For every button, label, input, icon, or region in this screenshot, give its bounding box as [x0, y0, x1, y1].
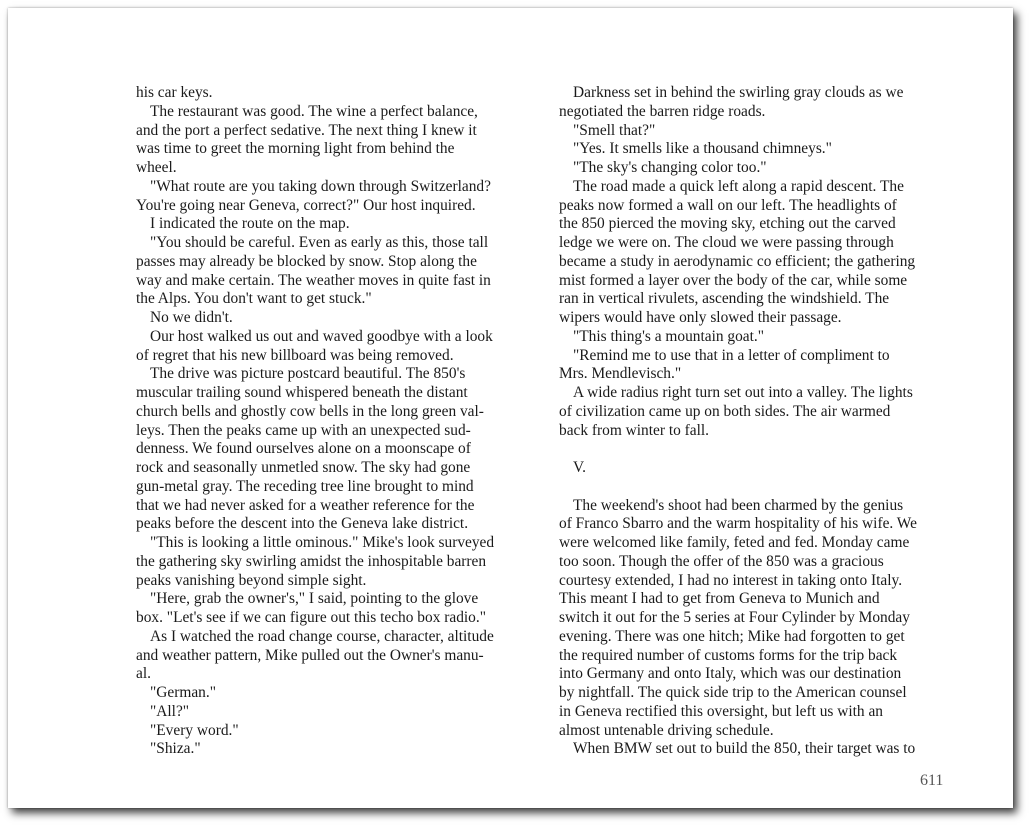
text-line: and the port a perfect sedative. The next thing I knew it: [136, 121, 477, 139]
text-line: wheel.: [136, 159, 177, 176]
text-line: "Remind me to use that in a letter of compliment to: [573, 346, 890, 364]
text-line: back from winter to fall.: [559, 421, 710, 439]
text-line: his car keys.: [136, 84, 213, 101]
text-line: negotiated the barren ridge roads.: [559, 102, 766, 120]
text-line: al.: [136, 665, 151, 683]
text-line: almost untenable driving schedule.: [559, 721, 774, 739]
text-line: was time to greet the morning light from behind the: [136, 140, 455, 158]
text-line: "All?": [150, 702, 190, 720]
text-line: "What route are you taking down through Switzerland?: [150, 177, 491, 195]
text-line: You're going near Geneva, correct?" Our host inquired.: [136, 196, 476, 214]
text-line: rock and seasonally unmetled snow. The sky had gone: [136, 459, 471, 476]
text-line: evening. There was one hitch; Mike had forgotten to get: [559, 627, 905, 645]
text-line: "You should be careful. Even as early as this, those tall: [150, 234, 489, 251]
text-line: "The sky's changing color too.": [573, 159, 767, 176]
text-line: the required number of customs forms for the trip back: [559, 646, 898, 664]
text-line: The restaurant was good. The wine a perfect balance,: [150, 102, 478, 120]
text-line: ran in vertical rivulets, ascending the windshield. The: [559, 290, 890, 308]
text-line: I indicated the route on the map.: [150, 215, 350, 233]
text-line: gun-metal gray. The receding tree line brought to mind: [136, 477, 474, 495]
text-line: passes may already be blocked by snow. Stop along the: [136, 252, 477, 270]
text-line: "German.": [150, 684, 216, 701]
text-line: As I watched the road change course, character, altitude: [150, 627, 494, 645]
text-line: of civilization came up on both sides. The air warmed: [559, 402, 891, 420]
text-line: "Here, grab the owner's," I said, pointing to the glove: [150, 590, 479, 608]
text-line: the Alps. You don't want to get stuck.": [136, 290, 372, 308]
text-line: When BMW set out to build the 850, their target was to: [573, 740, 916, 758]
text-line: denness. We found ourselves alone on a moonscape of: [136, 440, 471, 458]
left-text-column: [136, 84, 538, 759]
text-line: The weekend's shoot had been charmed by the genius: [573, 496, 904, 514]
text-line: the gathering sky swirling amidst the inhospitable barren: [136, 552, 487, 570]
text-line: peaks vanishing beyond simple sight.: [136, 571, 367, 589]
text-line: Our host walked us out and waved goodbye with a look: [150, 327, 493, 345]
text-line: The drive was picture postcard beautiful. The 850's: [150, 365, 466, 383]
text-line: "This is looking a little ominous." Mike's look surveyed: [150, 534, 495, 551]
text-line: The road made a quick left along a rapid descent. The: [573, 177, 904, 195]
text-line: box. "Let's see if we can figure out this techo box radio.": [136, 609, 486, 626]
text-line: No we didn't.: [150, 309, 233, 326]
text-line: of regret that his new billboard was being removed.: [136, 346, 454, 364]
text-line: were welcomed like family, feted and fed. Monday came: [559, 534, 910, 551]
text-line: "Every word.": [150, 721, 239, 739]
text-line: A wide radius right turn set out into a valley. The lights: [573, 384, 913, 401]
text-line: [559, 478, 961, 497]
text-line: "Smell that?": [573, 121, 656, 139]
text-line: too soon. Though the offer of the 850 was a gracious: [559, 552, 884, 570]
text-line: This meant I had to get from Geneva to Munich and: [559, 590, 880, 608]
text-line: by nightfall. The quick side trip to the American counsel: [559, 684, 907, 701]
right-text-column: [559, 84, 961, 759]
text-line: mist formed a layer over the body of the car, while some: [559, 271, 908, 289]
text-line: "Yes. It smells like a thousand chimneys.": [573, 140, 832, 158]
text-line: V.: [573, 459, 586, 476]
text-line: "Shiza.": [150, 740, 201, 758]
text-line: "This thing's a mountain goat.": [573, 327, 765, 345]
book-page: [8, 8, 1013, 808]
page-number: 611: [920, 772, 944, 789]
text-line: that we had never asked for a weather reference for the: [136, 496, 475, 514]
text-line: switch it out for the 5 series at Four Cylinder by Monday: [559, 609, 910, 626]
text-line: peaks before the descent into the Geneva lake district.: [136, 515, 469, 533]
text-line: peaks now formed a wall on our left. The headlights of: [559, 196, 897, 214]
text-line: muscular trailing sound whispered beneath the distant: [136, 384, 468, 401]
text-line: way and make certain. The weather moves in quite fast in: [136, 271, 491, 289]
text-line: the 850 pierced the moving sky, etching out the carved: [559, 215, 896, 233]
text-line: Mrs. Mendlevisch.": [559, 365, 682, 383]
text-line: church bells and ghostly cow bells in the long green val-: [136, 402, 484, 420]
text-line: of Franco Sbarro and the warm hospitality of his wife. We: [559, 515, 917, 533]
text-line: [559, 440, 961, 459]
text-line: into Germany and onto Italy, which was our destination: [559, 665, 902, 683]
text-line: and weather pattern, Mike pulled out the Owner's manu-: [136, 646, 484, 664]
text-line: Darkness set in behind the swirling gray clouds as we: [573, 84, 904, 101]
text-line: courtesy extended, I had no interest in taking onto Italy.: [559, 571, 903, 589]
text-line: wipers would have only slowed their passage.: [559, 309, 842, 326]
text-line: leys. Then the peaks came up with an unexpected sud-: [136, 421, 471, 439]
text-line: in Geneva rectified this oversight, but left us with an: [559, 702, 883, 720]
text-line: became a study in aerodynamic co efficient; the gathering: [559, 252, 916, 270]
text-line: ledge we were on. The cloud we were passing through: [559, 234, 894, 251]
